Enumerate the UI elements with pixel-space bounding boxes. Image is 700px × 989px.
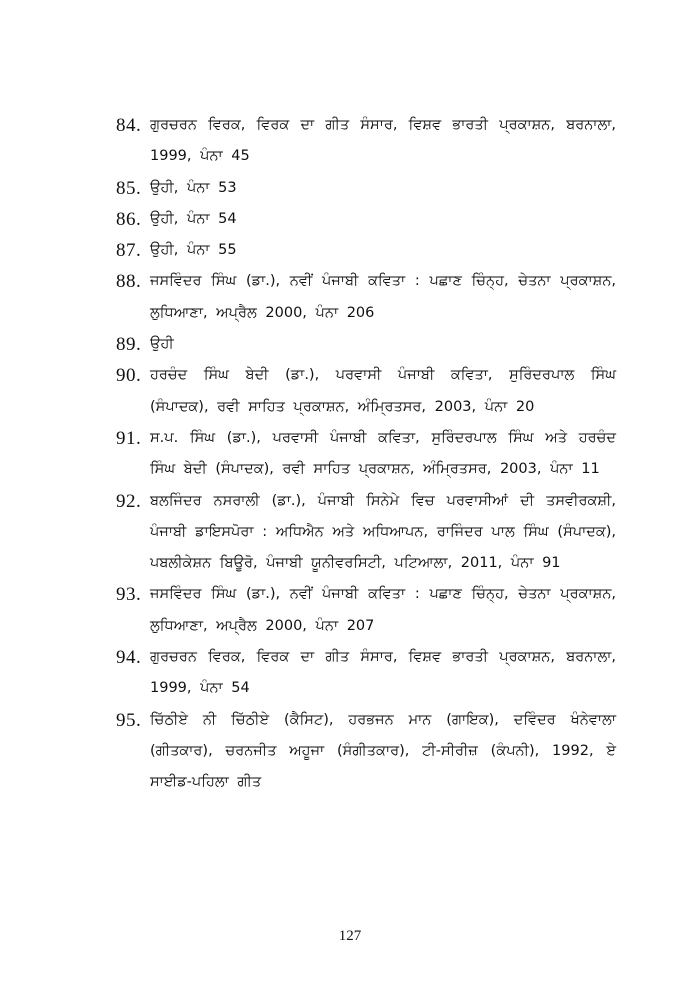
footnote-text: ਉਹੀ, ਪੰਨਾ 53: [150, 179, 237, 196]
footnote-number: 92.: [116, 490, 142, 512]
footnote-text: ਹਰਚੰਦ ਸਿੰਘ ਬੇਦੀ (ਡਾ.), ਪਰਵਾਸੀ ਪੰਜਾਬੀ ਕਵਿਤਾ, ਸੁਰਿੰਦਰਪਾਲ ਸਿੰਘ (ਸੰਪਾਦਕ), ਰਵੀ ਸਾਹਿਤ ਪ੍ਰਕਾਸ਼ਨ, ਅੰਮ੍ਰਿਤਸਰ, 2003, ਪੰਨਾ 20: [150, 367, 616, 415]
footnote-92: [116, 486, 616, 580]
footnote-text: ਸ.ਪ. ਸਿੰਘ (ਡਾ.), ਪਰਵਾਸੀ ਪੰਜਾਬੀ ਕਵਿਤਾ, ਸੁਰਿੰਦਰਪਾਲ ਸਿੰਘ ਅਤੇ ਹਰਚੰਦ ਸਿੰਘ ਬੇਦੀ (ਸੰਪਾਦਕ), ਰਵੀ ਸਾਹਿਤ ਪ੍ਰਕਾਸ਼ਨ, ਅੰਮ੍ਰਿਤਸਰ, 2003, ਪੰਨਾ 11: [150, 429, 616, 478]
footnote-86: [116, 204, 616, 235]
footnote-text: ਬਲਜਿੰਦਰ ਨਸਰਾਲੀ (ਡਾ.), ਪੰਜਾਬੀ ਸਿਨੇਮੇ ਵਿਚ ਪਰਵਾਸੀਆਂ ਦੀ ਤਸਵੀਰਕਸ਼ੀ, ਪੰਜਾਬੀ ਡਾਇਸਪੋਰਾ : ਅਧਿਐਨ ਅਤੇ ਅਧਿਆਪਨ, ਰਾਜਿੰਦਰ ਪਾਲ ਸਿੰਘ (ਸੰਪਾਦਕ), ਪਬਲੀਕੇਸ਼ਨ ਬਿਊਰੋ, ਪੰਜਾਬੀ ਯੂਨੀਵਰਸਿਟੀ, ਪਟਿਆਲਾ, 2011, ਪੰਨਾ 91: [150, 492, 616, 572]
footnote-number: 87.: [116, 240, 142, 262]
footnote-84: [116, 110, 616, 173]
footnote-number: 86.: [116, 208, 142, 230]
footnote-94: [116, 642, 616, 705]
footnote-number: 91.: [116, 427, 142, 449]
footnote-95: [116, 705, 616, 799]
footnote-number: 89.: [116, 334, 142, 356]
footnote-89: [116, 329, 616, 360]
footnote-list: [116, 110, 616, 799]
footnote-number: 84.: [116, 115, 142, 136]
footnote-number: 94.: [116, 647, 142, 669]
footnote-text: ਉਹੀ, ਪੰਨਾ 54: [150, 210, 237, 227]
footnote-number: 88.: [116, 271, 142, 293]
footnote-number: 85.: [116, 177, 142, 199]
footnote-text: ਉਹੀ: [150, 336, 174, 353]
footnote-number: 93.: [116, 584, 142, 606]
footnote-text: ਚਿੱਠੀਏ ਨੀ ਚਿੱਠੀਏ (ਕੈਸਿਟ), ਹਰਭਜਨ ਮਾਨ (ਗਾਇਕ), ਦਵਿੰਦਰ ਖੰਨੇਵਾਲਾ (ਗੀਤਕਾਰ), ਚਰਨਜੀਤ ਅਹੂਜਾ (ਸੰਗੀਤਕਾਰ), ਟੀ-ਸੀਰੀਜ਼ (ਕੰਪਨੀ), 1992, ਏ ਸਾਈਡ-ਪਹਿਲਾ ਗੀਤ: [150, 711, 616, 791]
footnote-text: ਜਸਵਿੰਦਰ ਸਿੰਘ (ਡਾ.), ਨਵੀਂ ਪੰਜਾਬੀ ਕਵਿਤਾ : ਪਛਾਣ ਚਿੰਨ੍ਹ, ਚੇਤਨਾ ਪ੍ਰਕਾਸ਼ਨ, ਲੁਧਿਆਣਾ, ਅਪ੍ਰੈਲ 2000, ਪੰਨਾ 207: [150, 586, 616, 634]
footnote-text: ਜਸਵਿੰਦਰ ਸਿੰਘ (ਡਾ.), ਨਵੀਂ ਪੰਜਾਬੀ ਕਵਿਤਾ : ਪਛਾਣ ਚਿੰਨ੍ਹ, ਚੇਤਨਾ ਪ੍ਰਕਾਸ਼ਨ, ਲੁਧਿਆਣਾ, ਅਪ੍ਰੈਲ 2000, ਪੰਨਾ 206: [150, 273, 616, 321]
footnote-number: 90.: [116, 365, 142, 387]
footnote-91: [116, 423, 616, 486]
footnote-85: [116, 173, 616, 204]
footnote-88: [116, 266, 616, 329]
footnote-87: [116, 235, 616, 266]
footnote-text: ਗੁਰਚਰਨ ਵਿਰਕ, ਵਿਰਕ ਦਾ ਗੀਤ ਸੰਸਾਰ, ਵਿਸ਼ਵ ਭਾਰਤੀ ਪ੍ਰਕਾਸ਼ਨ, ਬਰਨਾਲਾ, 1999, ਪੰਨਾ 45: [150, 117, 616, 165]
footnote-text: ਗੁਰਚਰਨ ਵਿਰਕ, ਵਿਰਕ ਦਾ ਗੀਤ ਸੰਸਾਰ, ਵਿਸ਼ਵ ਭਾਰਤੀ ਪ੍ਰਕਾਸ਼ਨ, ਬਰਨਾਲਾ, 1999, ਪੰਨਾ 54: [150, 649, 616, 697]
footnote-93: [116, 579, 616, 642]
footnote-number: 95.: [116, 709, 142, 731]
page-number: 127: [338, 928, 362, 944]
footnote-90: [116, 360, 616, 423]
footnote-text: ਉਹੀ, ਪੰਨਾ 55: [150, 242, 237, 259]
